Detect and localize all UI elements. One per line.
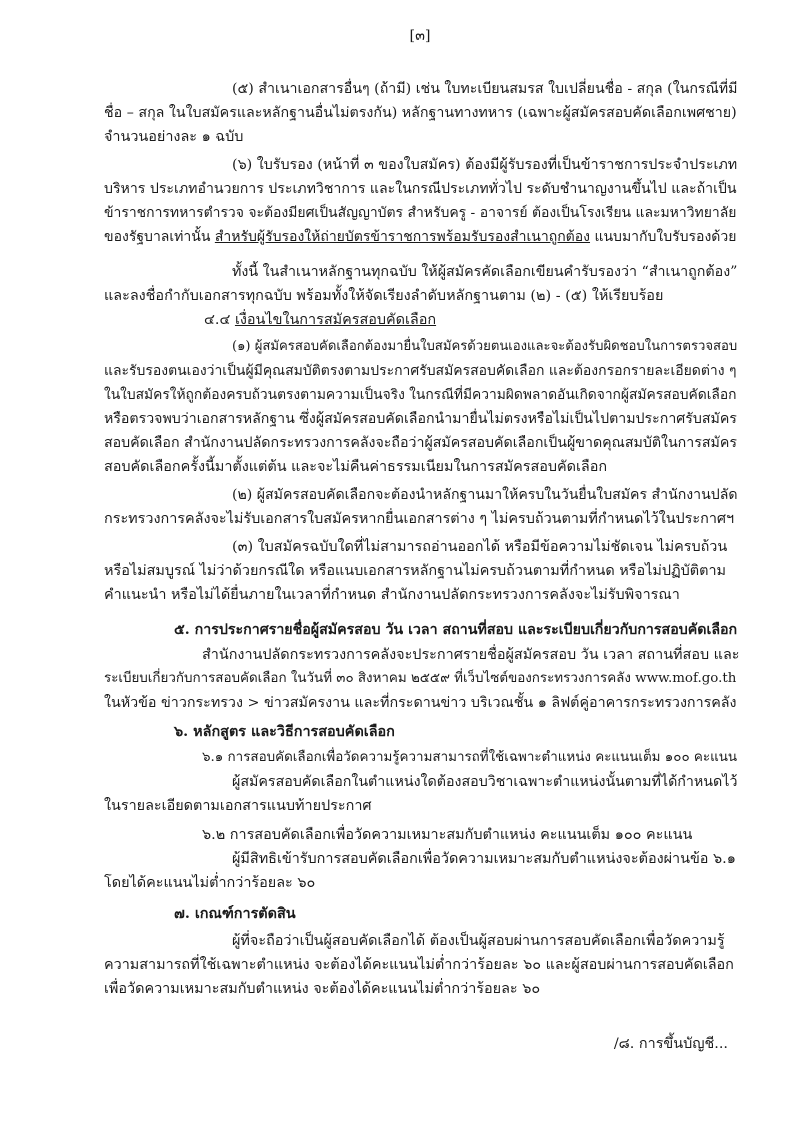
- para5-line3: จำนวนอย่างละ ๑ ฉบับ: [104, 129, 244, 145]
- cond1-line4: หรือตรวจพบว่าเอกสารหลักฐาน ซึ่งผู้สมัครสอบคัดเลือกนำมายื่นไม่ตรงหรือไม่เป็นไปตามประกาศรับสมัคร: [104, 411, 737, 427]
- section-5-heading: ๕. การประกาศรายชื่อผู้สมัครสอบ วัน เวลา สถานที่สอบ และระเบียบเกี่ยวกับการสอบคัดเลือก: [174, 622, 738, 638]
- section-5-line1: สำนักงานปลัดกระทรวงการคลังจะประกาศรายชื่อผู้สมัครสอบ วัน เวลา สถานที่สอบ และ: [202, 647, 740, 663]
- para6-line4: [104, 227, 736, 247]
- section-6-2-line1: ๖.๒ การสอบคัดเลือกเพื่อวัดความเหมาะสมกับตำแหน่ง คะแนนเต็ม ๑๐๐ คะแนน: [202, 827, 693, 843]
- cond1-line6: สอบคัดเลือกครั้งนี้มาตั้งแต่ต้น และจะไม่คืนค่าธรรมเนียมในการสมัครสอบคัดเลือก: [104, 459, 608, 475]
- section-7-line3: เพื่อวัดความเหมาะสมกับตำแหน่ง จะต้องได้คะแนนไม่ต่ำกว่าร้อยละ ๖๐: [104, 981, 541, 997]
- section-6-1-line2: ผู้สมัครสอบคัดเลือกในตำแหน่งใดต้องสอบวิชาเฉพาะตำแหน่งนั้นตามที่ได้กำหนดไว้: [232, 774, 738, 790]
- section-7-heading: ๗. เกณฑ์การตัดสิน: [174, 905, 296, 922]
- para6-line4-start: ของรัฐบาลเท่านั้น: [104, 229, 215, 245]
- section-7-line1: ผู้ที่จะถือว่าเป็นผู้สอบคัดเลือกได้ ต้องเป็นผู้สอบผ่านการสอบคัดเลือกเพื่อวัดความรู้: [232, 933, 725, 949]
- section-5-line2: ระเบียบเกี่ยวกับการสอบคัดเลือก ในวันที่ ๓๐ สิงหาคม ๒๕๕๙ ที่เว็บไซต์ของกระทรวงการคลัง www.mof.go.th: [104, 671, 737, 686]
- section-6-2-line2: ผู้มีสิทธิเข้ารับการสอบคัดเลือกเพื่อวัดความเหมาะสมกับตำแหน่งจะต้องผ่านข้อ ๖.๑: [232, 851, 736, 867]
- section-4-4-number: ๔.๔: [204, 312, 235, 328]
- continuation-footer: /๘. การขึ้นบัญชี...: [613, 1036, 728, 1052]
- cond2-line1: (๒) ผู้สมัครสอบคัดเลือกจะต้องนำหลักฐานมาให้ครบในวันยื่นใบสมัคร สำนักงานปลัด: [232, 487, 738, 503]
- para6-line4-end: แนบมากับใบรับรองด้วย: [590, 229, 737, 245]
- para6-line3: ข้าราชการทหารตำรวจ จะต้องมียศเป็นสัญญาบัตร สำหรับครู - อาจารย์ ต้องเป็นโรงเรียน และมหาวิทยาลัย: [104, 205, 737, 221]
- cond1-line1: (๑) ผู้สมัครสอบคัดเลือกต้องมายื่นใบสมัครด้วยตนเองและจะต้องรับผิดชอบในการตรวจสอบ: [232, 339, 738, 354]
- section-6-2-line3: โดยได้คะแนนไม่ต่ำกว่าร้อยละ ๖๐: [104, 875, 316, 891]
- para5-line1: (๕) สำเนาเอกสารอื่นๆ (ถ้ามี) เช่น ใบทะเบียนสมรส ใบเปลี่ยนชื่อ - สกุล (ในกรณีที่มี: [232, 81, 738, 97]
- section-5-line3: ในหัวข้อ ข่าวกระทรวง > ข่าวสมัครงาน และที่กระดานข่าว บริเวณชั้น ๑ ลิฟต์คู่อาคารกระทรวงการคลัง: [104, 695, 737, 711]
- cond2-line2: กระทรวงการคลังจะไม่รับเอกสารใบสมัครหากยื่นเอกสารต่าง ๆ ไม่ครบถ้วนตามที่กำหนดไว้ในประกาศฯ: [104, 511, 735, 527]
- section-6-1-line1: ๖.๑ การสอบคัดเลือกเพื่อวัดความรู้ความสามารถที่ใช้เฉพาะตำแหน่ง คะแนนเต็ม ๑๐๐ คะแนน: [202, 750, 738, 765]
- certifier-requirement: สำหรับผู้รับรองให้ถ่ายบัตรข้าราชการพร้อมรับรองสำเนาถูกต้อง: [214, 229, 591, 245]
- section-6-heading: ๖. หลักสูตร และวิธีการสอบคัดเลือก: [174, 723, 395, 740]
- para6-line1: (๖) ใบรับรอง (หน้าที่ ๓ ของใบสมัคร) ต้องมีผู้รับรองที่เป็นข้าราชการประจำประเภท: [232, 157, 738, 173]
- cond1-line3: ในใบสมัครให้ถูกต้องครบถ้วนตรงตามความเป็นจริง ในกรณีที่มีความผิดพลาดอันเกิดจากผู้สมัครสอบคัดเลือก: [104, 387, 737, 403]
- cond3-line3: คำแนะนำ หรือไม่ได้ยื่นภายในเวลาที่กำหนด สำนักงานปลัดกระทรวงการคลังจะไม่รับพิจารณา: [104, 587, 680, 603]
- para5-line2: ชื่อ – สกุล ในใบสมัครและหลักฐานอื่นไม่ตรงกัน) หลักฐานทางทหาร (เฉพาะผู้สมัครสอบคัดเลือกเพศชาย): [104, 105, 737, 121]
- section-4-4-heading: [204, 310, 436, 330]
- all-docs-line1: ทั้งนี้ ในสำเนาหลักฐานทุกฉบับ ให้ผู้สมัครคัดเลือกเขียนคำรับรองว่า “สำเนาถูกต้อง”: [232, 264, 738, 280]
- cond3-line2: หรือไม่สมบูรณ์ ไม่ว่าด้วยกรณีใด หรือแนบเอกสารหลักฐานไม่ครบถ้วนตามที่กำหนด หรือไม่ปฏิบัติตาม: [104, 563, 727, 579]
- section-4-4-title: เงื่อนไขในการสมัครสอบคัดเลือก: [234, 312, 437, 328]
- section-7-line2: ความสามารถที่ใช้เฉพาะตำแหน่ง จะต้องได้คะแนนไม่ต่ำกว่าร้อยละ ๖๐ และผู้สอบผ่านการสอบคัดเลือก: [104, 957, 734, 973]
- para6-line2: บริหาร ประเภทอำนวยการ ประเภทวิชาการ และในกรณีประเภททั่วไป ระดับชำนาญงานขึ้นไป และถ้าเป็น: [104, 181, 737, 197]
- section-6-1-line3: ในรายละเอียดตามเอกสารแนบท้ายประกาศ: [104, 798, 372, 814]
- all-docs-line2: และลงชื่อกำกับเอกสารทุกฉบับ พร้อมทั้งให้จัดเรียงลำดับหลักฐานตาม (๒) - (๕) ให้เรียบร้อย: [104, 288, 664, 304]
- cond3-line1: (๓) ใบสมัครฉบับใดที่ไม่สามารถอ่านออกได้ หรือมีข้อความไม่ชัดเจน ไม่ครบถ้วน: [232, 539, 728, 555]
- cond1-line5: สอบคัดเลือก สำนักงานปลัดกระทรวงการคลังจะถือว่าผู้สมัครสอบคัดเลือกเป็นผู้ขาดคุณสมบัติในการสมัคร: [104, 435, 737, 451]
- cond1-line2: และรับรองตนเองว่าเป็นผู้มีคุณสมบัติตรงตามประกาศรับสมัครสอบคัดเลือก และต้องกรอกรายละเอียดต่าง ๆ: [104, 363, 737, 379]
- page-number: [๓]: [409, 28, 431, 44]
